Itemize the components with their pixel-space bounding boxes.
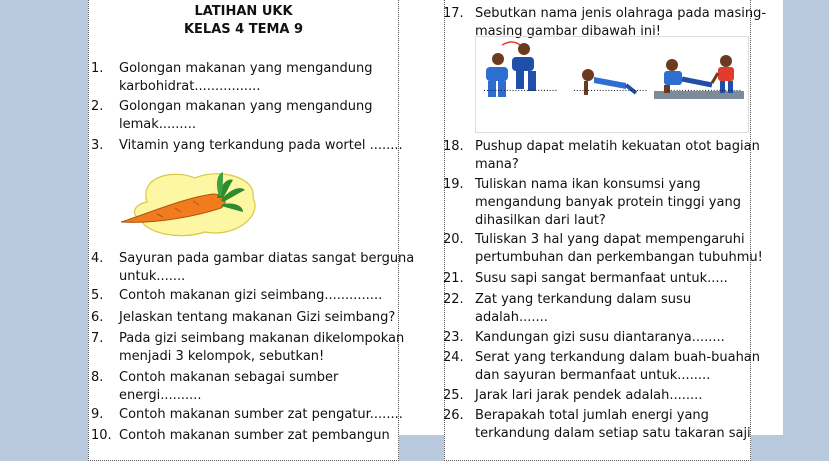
question-number: 25. bbox=[443, 388, 464, 403]
carrot-image bbox=[117, 168, 267, 240]
question-number: 2. bbox=[91, 99, 104, 114]
worksheet-subtitle: KELAS 4 TEMA 9 bbox=[183, 22, 304, 37]
question-text: Golongan makanan yang mengandung bbox=[119, 99, 373, 114]
question-text: lemak......... bbox=[119, 117, 196, 132]
question-text: Contoh makanan gizi seimbang.............. bbox=[119, 288, 383, 303]
question-number: 26. bbox=[443, 408, 464, 423]
right-margin bbox=[783, 0, 829, 435]
question-number: 19. bbox=[443, 177, 464, 192]
question-text: Sayuran pada gambar diatas sangat berguna bbox=[119, 251, 415, 266]
right-column bbox=[443, 0, 767, 461]
question-text: Kandungan gizi susu diantaranya........ bbox=[475, 330, 725, 345]
question-number: 22. bbox=[443, 292, 464, 307]
answer-blank-3[interactable]: .......................... bbox=[667, 84, 742, 94]
question-number: 9. bbox=[91, 407, 104, 422]
question-text: Golongan makanan yang mengandung bbox=[119, 61, 373, 76]
left-column bbox=[88, 0, 415, 461]
question-number: 4. bbox=[91, 251, 104, 266]
question-number: 10. bbox=[91, 428, 112, 443]
question-text: Sebutkan nama jenis olahraga pada masing- bbox=[475, 6, 767, 21]
question-text: karbohidrat................ bbox=[119, 79, 261, 94]
question-text: Pushup dapat melatih kekuatan otot bagian bbox=[475, 139, 760, 154]
question-number: 21. bbox=[443, 271, 464, 286]
answer-blank-1[interactable]: .......................... bbox=[483, 84, 558, 94]
question-number: 3. bbox=[91, 138, 104, 153]
question-text: mengandung banyak protein tinggi yang bbox=[475, 195, 741, 210]
question-number: 18. bbox=[443, 139, 464, 154]
question-number: 6. bbox=[91, 310, 104, 325]
question-text: untuk....... bbox=[119, 269, 186, 284]
question-text: Contoh makanan sebagai sumber bbox=[119, 370, 339, 385]
question-text: masing gambar dibawah ini! bbox=[475, 24, 661, 39]
question-text: menjadi 3 kelompok, sebutkan! bbox=[119, 349, 325, 364]
question-text: pertumbuhan dan perkembangan tubuhmu! bbox=[475, 250, 763, 265]
question-text: Contoh makanan sumber zat pengatur........ bbox=[119, 407, 403, 422]
question-text: Zat yang terkandung dalam susu bbox=[475, 292, 692, 307]
question-number: 7. bbox=[91, 331, 104, 346]
question-text: dihasilkan dari laut? bbox=[475, 213, 606, 228]
worksheet-title: LATIHAN UKK bbox=[194, 4, 293, 19]
question-text: Contoh makanan sumber zat pembangun bbox=[119, 428, 390, 443]
question-text: Berapakah total jumlah energi yang bbox=[475, 408, 709, 423]
question-number: 17. bbox=[443, 6, 464, 21]
question-text: Jelaskan tentang makanan Gizi seimbang? bbox=[119, 310, 396, 325]
question-number: 20. bbox=[443, 232, 464, 247]
question-text: Pada gizi seimbang makanan dikelompokan bbox=[119, 331, 405, 346]
question-number: 8. bbox=[91, 370, 104, 385]
left-margin bbox=[0, 0, 88, 435]
question-number: 23. bbox=[443, 330, 464, 345]
document-page bbox=[88, 0, 783, 443]
question-text: Tuliskan 3 hal yang dapat mempengaruhi bbox=[475, 232, 745, 247]
question-text: Tuliskan nama ikan konsumsi yang bbox=[475, 177, 701, 192]
question-number: 1. bbox=[91, 61, 104, 76]
question-text: energi.......... bbox=[119, 388, 202, 403]
question-text: Jarak lari jarak pendek adalah........ bbox=[475, 388, 703, 403]
question-text: Vitamin yang terkandung pada wortel ........ bbox=[119, 138, 403, 153]
question-text: dan sayuran bermanfaat untuk........ bbox=[475, 368, 711, 383]
question-text: Susu sapi sangat bermanfaat untuk..... bbox=[475, 271, 728, 286]
question-text: mana? bbox=[475, 157, 519, 172]
question-number: 5. bbox=[91, 288, 104, 303]
answer-blank-2[interactable]: .......................... bbox=[573, 84, 648, 94]
question-text: terkandung dalam setiap satu takaran saji bbox=[475, 426, 751, 441]
question-number: 24. bbox=[443, 350, 464, 365]
question-text: adalah....... bbox=[475, 310, 548, 325]
question-text: Serat yang terkandung dalam buah-buahan bbox=[475, 350, 761, 365]
